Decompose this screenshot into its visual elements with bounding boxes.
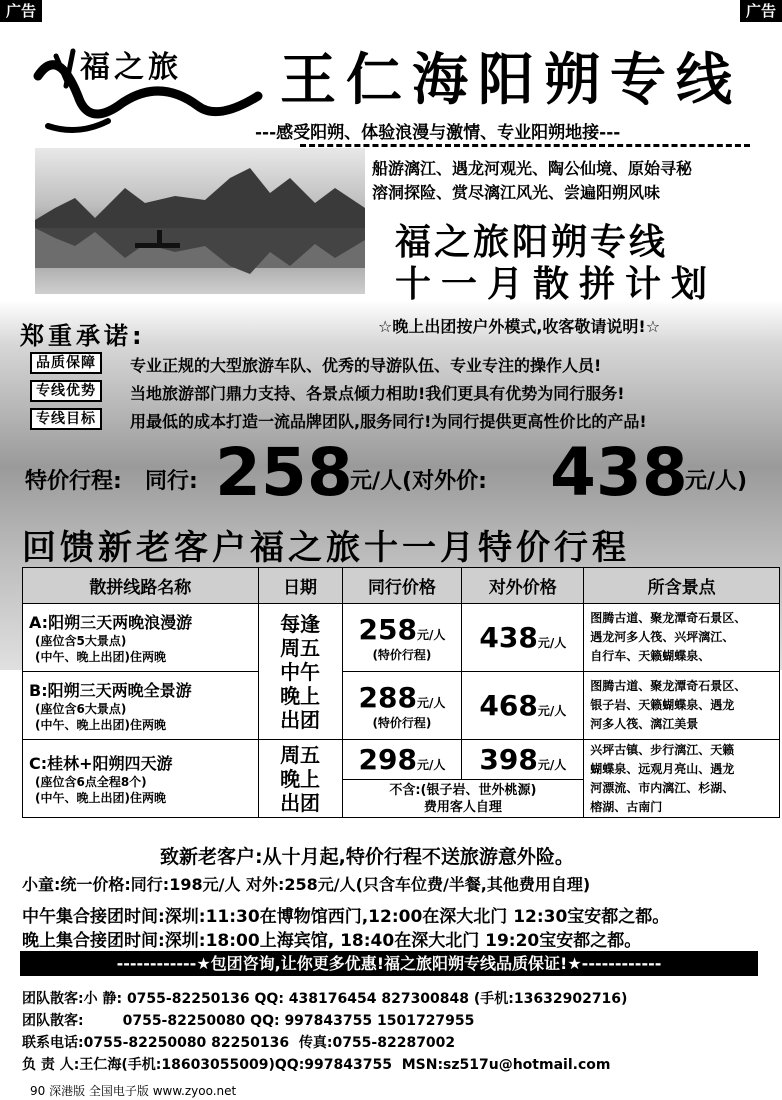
itinerary-table (22, 567, 780, 818)
feature-line-2: 溶洞探险、赏尽漓江风光、尝遍阳朔风味 (372, 183, 661, 202)
header-route: 散拼线路名称 (23, 568, 259, 604)
spot-line: 河漂流、市内漓江、杉湖、 (590, 780, 735, 795)
peer-price: 258 (215, 434, 353, 511)
exclusion-line: 费用客人自理 (423, 799, 502, 815)
header-spots: 所含景点 (584, 568, 780, 604)
public-price-cell (462, 672, 584, 740)
contact-line: 团队散客: 0755-82250080 QQ: 997843755 1501727955 (22, 1013, 475, 1029)
promo-title: 回馈新老客户福之旅十一月特价行程 (22, 528, 630, 568)
spot-line: 榕湖、古南门 (590, 799, 663, 814)
promise-label-goal: 专线目标 (30, 408, 102, 430)
divider (300, 144, 750, 147)
table-header-row (23, 568, 780, 604)
page-footer: 90 深港版 全国电子版 www.zyoo.net (30, 1084, 237, 1098)
peer-price-value: 298 (358, 743, 417, 776)
promise-text-goal: 用最低的成本打造一流品牌团队,服务同行!为同行提供更高性价比的产品! (130, 412, 647, 431)
date-line: 周五 (280, 742, 321, 767)
route-note: (座位含5大景点) (35, 634, 127, 648)
peer-price-cell (342, 604, 462, 672)
date-line: 每逢 (280, 611, 321, 636)
main-title: 王仁海阳朔专线 (280, 48, 742, 113)
special-note: (特价行程) (372, 715, 432, 730)
peer-price-value: 258 (358, 612, 417, 646)
route-note: (座位含6大景点) (35, 702, 127, 716)
public-price-value: 468 (479, 689, 538, 722)
table-row (23, 740, 780, 780)
exclusion-cell (342, 780, 584, 818)
spot-line: 银子岩、天籁蝴蝶泉、遇龙 (590, 698, 735, 712)
ad-tag-left: 广告 (0, 0, 42, 22)
header-peer-price: 同行价格 (342, 568, 462, 604)
contact-line: 团队散客:小 静: 0755-82250136 QQ: 438176454 827300848 (手机:13632902716) (22, 991, 628, 1007)
promise-label-advantage: 专线优势 (30, 380, 102, 402)
public-price-cell (462, 740, 584, 780)
price-unit-2: 元/人) (685, 469, 748, 494)
price-unit: 元/人 (416, 695, 446, 710)
route-note: (座位含6点全程8个) (35, 775, 147, 789)
price-unit: 元/人 (416, 758, 446, 772)
child-price: 小童:统一价格:同行:198元/人 对外:258元/人(只含车位费/半餐,其他费用自理) (22, 875, 591, 894)
date-line: 出团 (280, 790, 321, 815)
table-row (23, 672, 780, 740)
date-cell (258, 740, 342, 818)
route-cell (23, 604, 259, 672)
date-cell (258, 604, 342, 740)
price-prefix: 特价行程: (25, 469, 122, 494)
feature-line-1: 船游漓江、遇龙河观光、陶公仙境、原始寻秘 (372, 159, 693, 178)
spot-line: 图腾古道、聚龙潭奇石景区、 (590, 611, 747, 625)
logo-text: 福之旅 (80, 50, 182, 85)
price-unit: 元/人 (537, 758, 567, 772)
spot-line: 兴坪古镇、步行漓江、天籁 (590, 742, 735, 757)
slogan: ---感受阳朔、体验浪漫与激情、专业阳朔地接--- (255, 123, 621, 143)
public-price: 438 (550, 434, 688, 511)
price-unit-1: 元/人(对外价: (350, 469, 487, 494)
promise-text-advantage: 当地旅游部门鼎力支持、各景点倾力相助!我们更具有优势为同行服务! (130, 384, 625, 403)
peer-label: 同行: (145, 469, 198, 494)
exclusion-line: 不含:(银子岩、世外桃源) (389, 782, 537, 798)
price-unit: 元/人 (416, 627, 446, 642)
public-price-value: 438 (479, 621, 538, 654)
header-public-price: 对外价格 (462, 568, 584, 604)
header-date: 日期 (258, 568, 342, 604)
special-price-line (25, 434, 775, 511)
promise-label-quality: 品质保障 (30, 352, 102, 374)
spot-line: 自行车、天籁蝴蝶泉、 (590, 649, 711, 663)
notice: ☆晚上出团按户外模式,收客敬请说明!☆ (378, 317, 661, 336)
spot-line: 蝴蝶泉、远观月亮山、遇龙 (590, 761, 735, 776)
spot-line: 河多人筏、漓江美景 (590, 717, 699, 731)
date-line: 中午 (280, 659, 321, 684)
promise-text-quality: 专业正规的大型旅游车队、优秀的导游队伍、专业专注的操作人员! (130, 356, 602, 375)
route-note: (中午、晚上出团)住两晚 (35, 718, 166, 732)
route-note: (中午、晚上出团)住两晚 (35, 791, 166, 805)
spots-cell (584, 604, 780, 672)
special-note: (特价行程) (372, 647, 432, 662)
karst-landscape-icon (35, 148, 365, 294)
date-line: 周五 (280, 635, 321, 660)
promise-title: 郑重承诺: (20, 322, 146, 350)
noon-meet-time: 中午集合接团时间:深圳:11:30在博物馆西门,12:00在深大北门 12:30宝安都之都。 (22, 907, 670, 927)
route-note: (中午、晚上出团)住两晚 (35, 650, 166, 664)
gift-notice: 致新老客户:从十月起,特价行程不送旅游意外险。 (160, 846, 574, 868)
subtitle-brand: 福之旅阳朔专线 (395, 222, 669, 263)
route-title: C:桂林+阳朔四天游 (29, 754, 173, 773)
peer-price-cell (342, 740, 462, 780)
route-title: A:阳朔三天两晚浪漫游 (29, 613, 193, 632)
route-cell (23, 740, 259, 818)
price-unit: 元/人 (537, 636, 567, 650)
li-river-photo (35, 148, 365, 294)
route-cell (23, 672, 259, 740)
route-title: B:阳朔三天两晚全景游 (29, 681, 192, 700)
price-unit: 元/人 (537, 704, 567, 718)
peer-price-cell (342, 672, 462, 740)
contact-line: 联系电话:0755-82250080 82250136 传真:0755-82287002 (22, 1035, 456, 1051)
date-line: 晚上 (280, 766, 321, 791)
table-row (23, 604, 780, 672)
public-price-value: 398 (479, 743, 538, 776)
spots-cell (584, 672, 780, 740)
date-line: 晚上 (280, 683, 321, 708)
date-line: 出团 (280, 707, 321, 732)
group-banner: ------------★包团咨询,让你更多优惠!福之旅阳朔专线品质保证!★------------ (20, 951, 758, 976)
subtitle-plan: 十一月散拼计划 (395, 264, 718, 305)
spot-line: 图腾古道、聚龙潭奇石景区、 (590, 679, 747, 693)
ad-tag-right: 广告 (740, 0, 782, 22)
evening-meet-time: 晚上集合接团时间:深圳:18:00上海宾馆, 18:40在深大北门 19:20宝安都之都。 (22, 931, 642, 951)
peer-price-value: 288 (358, 680, 417, 714)
spots-cell (584, 740, 780, 818)
spot-line: 遇龙河多人筏、兴坪漓江、 (590, 630, 735, 644)
contact-line: 负 责 人:王仁海(手机:18603055009)QQ:997843755 MSN:sz517u@hotmail.com (22, 1057, 611, 1073)
public-price-cell (462, 604, 584, 672)
